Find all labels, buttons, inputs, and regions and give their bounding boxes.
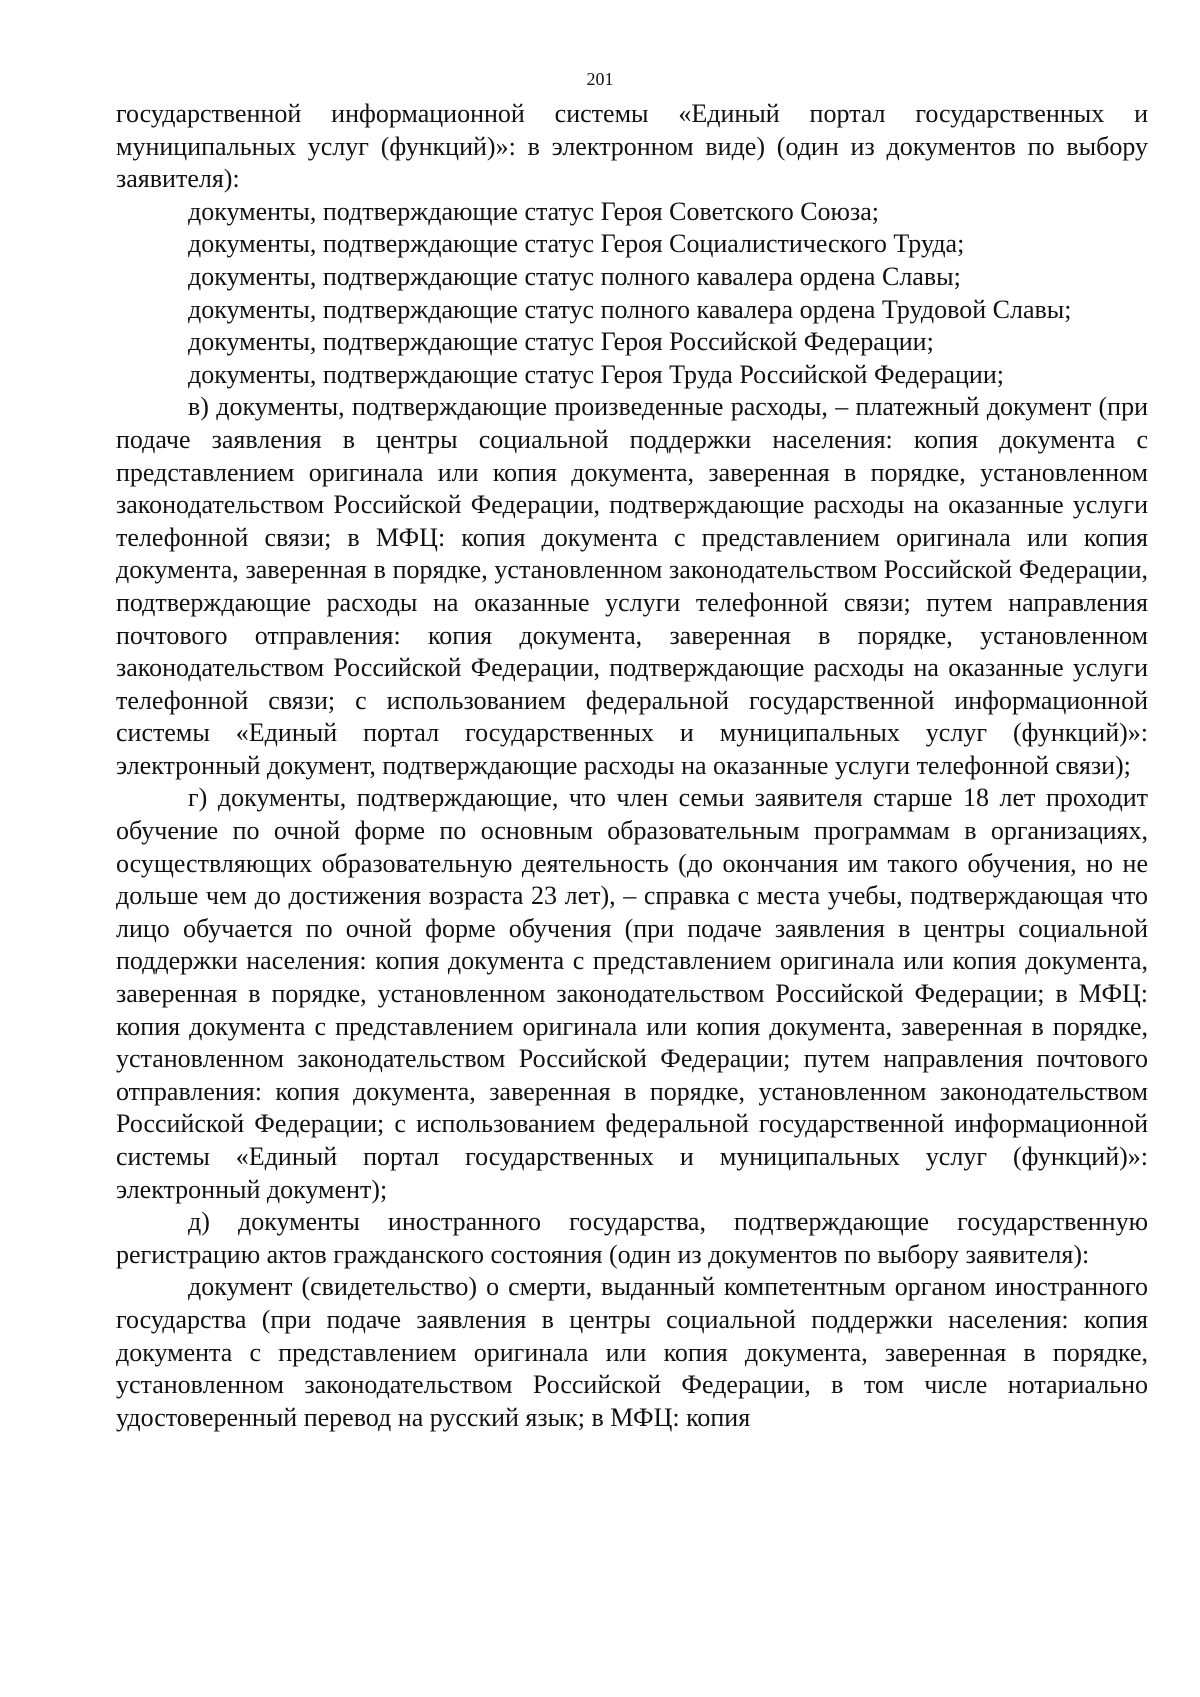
list-item-order-of-glory: документы, подтверждающие статус полного кавалера ордена Славы; — [188, 261, 961, 291]
list-item-hero-socialist-labor: документы, подтверждающие статус Героя Социалистического Труда; — [188, 229, 965, 259]
paragraph-death-certificate: документ (свидетельство) о смерти, выданный компетентным органом иностранного государства (при подаче заявления в центры социальной поддержки населения: копия документа с представлением оригинала или копия документа, заверенная в порядке, установленном законодательством Российской Федерации, в том числе нотариально удостоверенный перевод на русский язык; в МФЦ: копия — [116, 1272, 1148, 1432]
paragraph-continuation: государственной информационной системы «Единый портал государственных и муниципальных услуг (функций)»: в электронном виде) (один из документов по выбору заявителя): — [116, 99, 1148, 194]
paragraph-item-d: д) документы иностранного государства, подтверждающие государственную регистрацию актов гражданского состояния (один из документов по выбору заявителя): — [116, 1207, 1148, 1269]
list-item-order-of-labor-glory: документы, подтверждающие статус полного кавалера ордена Трудовой Славы; — [188, 294, 1072, 324]
list-item-hero-of-labor-rf: документы, подтверждающие статус Героя Труда Российской Федерации; — [188, 359, 1004, 389]
paragraph-item-g: г) документы, подтверждающие, что член семьи заявителя старше 18 лет проходит обучение по очной форме по основным образовательным программам в организациях, осуществляющих образовательную деятельность (до окончания им такого обучения, но не дольше чем до достижения возраста 23 лет), – справка с места учебы, подтверждающая что лицо обучается по очной форме обучения (при подаче заявления в центры социальной поддержки населения: копия документа с представлением оригинала или копия документа, заверенная в порядке, установленном законодательством Российской Федерации; в МФЦ: копия документа с представлением оригинала или копия документа, заверенная в порядке, установленном законодательством Российской Федерации; путем направления почтового отправления: копия документа, заверенная в порядке, установленном законодательством Российской Федерации; с использованием федеральной государственной информационной системы «Единый портал государственных и муниципальных услуг (функций)»: электронный документ); — [116, 783, 1148, 1204]
paragraph-item-v: в) документы, подтверждающие произведенные расходы, – платежный документ (при подаче заявления в центры социальной поддержки населения: копия документа с представлением оригинала или копия документа, заверенная в порядке, установленном законодательством Российской Федерации, подтверждающие расходы на оказанные услуги телефонной связи; в МФЦ: копия документа с представлением оригинала или копия документа, заверенная в порядке, установленном законодательством Российской Федерации, подтверждающие расходы на оказанные услуги телефонной связи; путем направления почтового отправления: копия документа, заверенная в порядке, установленном законодательством Российской Федерации, подтверждающие расходы на оказанные услуги телефонной связи; с использованием федеральной государственной информационной системы «Единый портал государственных и муниципальных услуг (функций)»: электронный документ, подтверждающие расходы на оказанные услуги телефонной связи); — [116, 392, 1148, 780]
page-number: 201 — [586, 69, 614, 89]
document-body — [116, 98, 1148, 1434]
list-item-hero-russian-federation: документы, подтверждающие статус Героя Российской Федерации; — [188, 327, 934, 357]
list-item-hero-soviet-union: документы, подтверждающие статус Героя Советского Союза; — [188, 196, 879, 226]
